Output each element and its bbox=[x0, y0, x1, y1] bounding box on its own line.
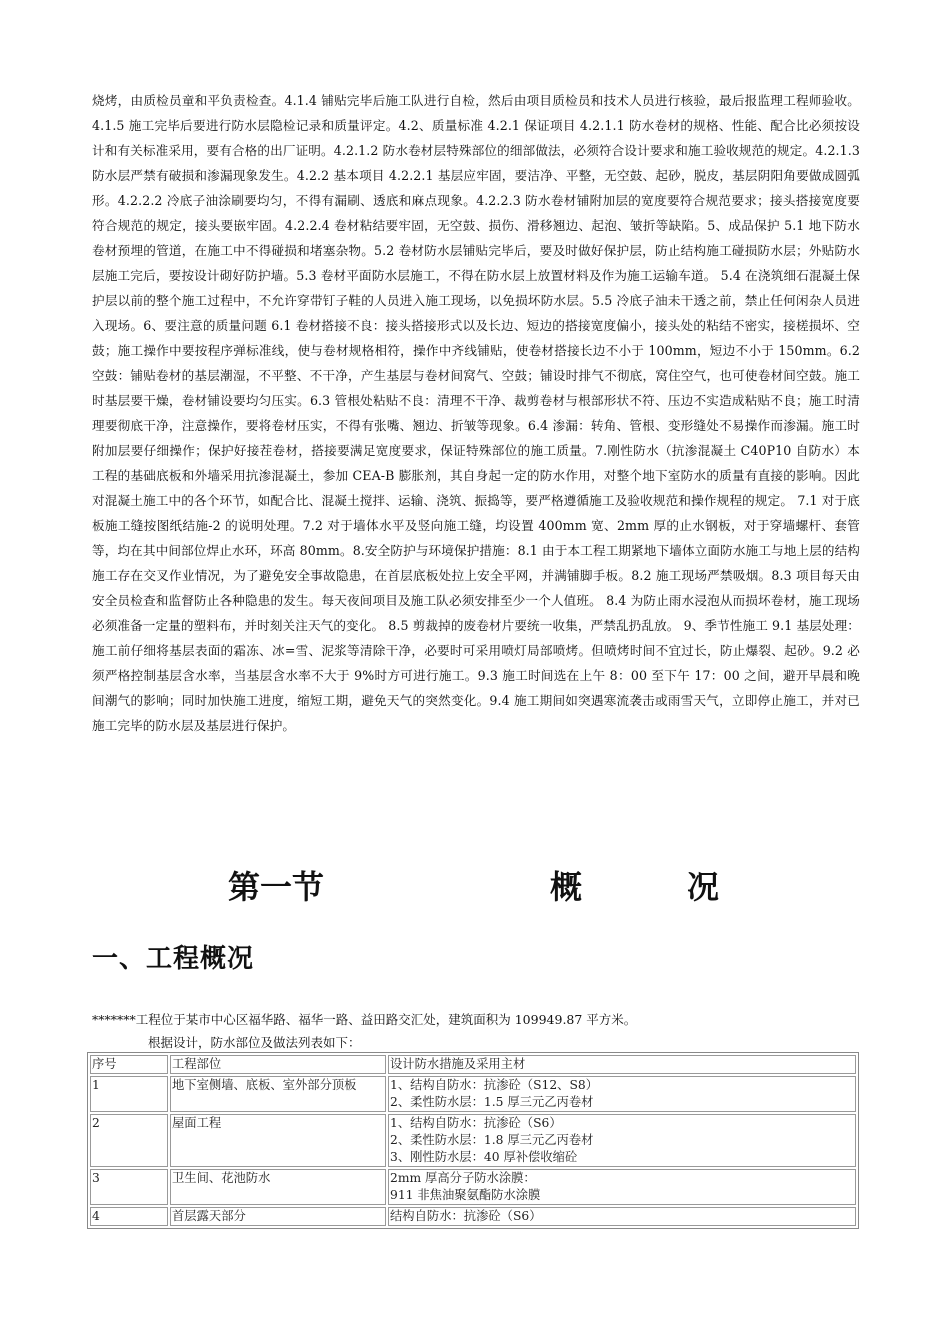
waterproof-table bbox=[87, 1052, 859, 1229]
table-cell-no: 1 bbox=[90, 1076, 168, 1112]
table-row bbox=[90, 1169, 856, 1205]
intro-text: *******工程位于某市中心区福华路、福华一路、益田路交汇处，建筑面积为 109949.87 平方米。 bbox=[92, 1012, 637, 1027]
measure-line: 911 非焦油聚氨酯防水涂膜 bbox=[390, 1188, 541, 1202]
table-row bbox=[90, 1076, 856, 1112]
table-cell-part: 首层露天部分 bbox=[170, 1207, 386, 1226]
table-cell-no: 2 bbox=[90, 1114, 168, 1167]
table-row bbox=[90, 1114, 856, 1167]
body-paragraph: 烧烤，由质检员童和平负责检查。4.1.4 铺贴完毕后施工队进行自检，然后由项目质检员和技术人员进行核验，最后报监理工程师验收。4.1.5 施工完毕后要进行防水层隐检记录和质量评定。4.2、质量标准 4.2.1 保证项目 4.2.1.1 防水卷材的规格、性能、配合比必须按设计和有关标准采用，要有合格的出厂证明。4.2.1.2 防水卷材层特殊部位的细部做法，必须符合设计要求和施工验收规范的规定。4.2.1.3 防水层严禁有破损和渗漏现象发生。4.2.2 基本项目 4.2.2.1 基层应牢固，要洁净、平整，无空鼓、起砂，脱皮，基层阴阳角要做成圆弧形。4.2.2.2 冷底子油涂刷要均匀，不得有漏刷、透底和麻点现象。4.2.2.3 防水卷材铺附加层的宽度要符合规范要求；接头搭接宽度要符合规范的规定，接头要嵌牢固。4.2.2.4 卷材粘结要牢固，无空鼓、损伤、滑移翘边、起泡、皱折等缺陷。5、成品保护 5.1 地下防水卷材预埋的管道，在施工中不得碰损和堵塞杂物。5.2 卷材防水层铺贴完毕后，要及时做好保护层，防止结构施工碰损防水层；外贴防水层施工完后，要按设计砌好防护墙。5.3 卷材平面防水层施工，不得在防水层上放置材料及作为施工运输车道。 5.4 在浇筑细石混凝土保护层以前的整个施工过程中，不允许穿带钉子鞋的人员进入施工现场，以免损坏防水层。5.5 冷底子油未干透之前，禁止任何闲杂人员进入现场。6、要注意的质量问题 6.1 卷材搭接不良：接头搭接形式以及长边、短边的搭接宽度偏小，接头处的粘结不密实，接槎损坏、空鼓；施工操作中要按程序弹标准线，使与卷材规格相符，操作中齐线铺贴，使卷材搭接长边不小于 100mm，短边不小于 150mm。6.2 空鼓：铺贴卷材的基层潮湿，不平整、不干净，产生基层与卷材间窝气、空鼓；铺设时排气不彻底，窝住空气，也可使卷材间空鼓。施工时基层要干燥，卷材铺设要均匀压实。6.3 管根处粘贴不良：清理不干净、裁剪卷材与根部形状不符、压边不实造成粘贴不良；施工时清理要彻底干净，注意操作，要将卷材压实，不得有张嘴、翘边、折皱等现象。6.4 渗漏：转角、管根、变形缝处不易操作而渗漏。施工时附加层要仔细操作；保护好接茬卷材，搭接要满足宽度要求，保证特殊部位的施工质量。7.刚性防水（抗渗混凝土 C40P10 自防水）本工程的基础底板和外墙采用抗渗混凝土，参加 CEA-B 膨胀剂，其自身起一定的防水作用，对整个地下室防水的质量有直接的影响。因此对混凝土施工中的各个环节，如配合比、混凝土搅拌、运输、浇筑、振捣等，要严格遵循施工及验收规范和操作规程的规定。 7.1 对于底板施工缝按图纸结施-2 的说明处理。7.2 对于墙体水平及竖向施工缝，均设置 400mm 宽、2mm 厚的止水钢板，对于穿墙螺杆、套管等，均在其中间部位焊止水环，环高 80mm。8.安全防护与环境保护措施：8.1 由于本工程工期紧地下墙体立面防水施工与地上层的结构施工存在交叉作业情况，为了避免安全事故隐患，在首层底板处拉上安全平网，并满铺脚手板。8.2 施工现场严禁吸烟。8.3 项目每天由安全员检查和监督防止各种隐患的发生。每天夜间项目及施工队必须安排至少一个人值班。 8.4 为防止雨水浸泡从而损坏卷材，施工现场必须准备一定量的塑料布，并时刻关注天气的变化。 8.5 剪裁掉的废卷材片要统一收集，严禁乱扔乱放。 9、季节性施工 9.1 基层处理：施工前仔细将基层表面的霜冻、冰=雪、泥浆等清除干净，必要时可采用喷灯局部喷烤。但喷烤时间不宜过长，防止爆裂、起砂。9.2 必须严格控制基层含水率，当基层含水率不大于 9%时方可进行施工。9.3 施工时间选在上午 8：00 至下午 17：00 之间，避开早晨和晚间潮气的影响；同时加快施工进度，缩短工期，避免天气的突然变化。9.4 施工期间如突遇寒流袭击或雨雪天气，立即停止施工，并对已施工完毕的防水层及基层进行保护。 bbox=[92, 93, 860, 733]
measure-line: 1、结构自防水：抗渗砼（S6） bbox=[390, 1116, 562, 1130]
section-title-part3: 况 bbox=[687, 868, 720, 906]
table-header-cell: 工程部位 bbox=[170, 1055, 386, 1074]
measure-line: 结构自防水：抗渗砼（S6） bbox=[390, 1209, 542, 1223]
table-header-cell: 序号 bbox=[90, 1055, 168, 1074]
intro-text-2: 根据设计，防水部位及做法列表如下： bbox=[148, 1035, 361, 1050]
table-row bbox=[90, 1207, 856, 1226]
table-header-cell: 设计防水措施及采用主材 bbox=[388, 1055, 856, 1074]
table-cell-part: 屋面工程 bbox=[170, 1114, 386, 1167]
section-title-part2: 概 bbox=[550, 868, 583, 906]
table-cell-part: 卫生间、花池防水 bbox=[170, 1169, 386, 1205]
measure-line: 3、刚性防水层：40 厚补偿收缩砼 bbox=[390, 1150, 578, 1164]
measure-line: 2、柔性防水层：1.8 厚三元乙丙卷材 bbox=[390, 1133, 594, 1147]
table-cell-no: 3 bbox=[90, 1169, 168, 1205]
measure-line: 2、柔性防水层：1.5 厚三元乙丙卷材 bbox=[390, 1095, 594, 1109]
table-cell-measures bbox=[388, 1076, 856, 1112]
measure-line: 1、结构自防水：抗渗砼（S12、S8） bbox=[390, 1078, 599, 1092]
table-cell-measures bbox=[388, 1207, 856, 1226]
measure-line: 2mm 厚高分子防水涂膜： bbox=[390, 1171, 536, 1185]
table-header-row bbox=[90, 1055, 856, 1074]
section-title-part1: 第一节 bbox=[228, 868, 325, 906]
table-cell-measures bbox=[388, 1114, 856, 1167]
heading-project-overview: 一、工程概况 bbox=[92, 944, 255, 974]
table-cell-part: 地下室侧墙、底板、室外部分顶板 bbox=[170, 1076, 386, 1112]
table-cell-measures bbox=[388, 1169, 856, 1205]
table-cell-no: 4 bbox=[90, 1207, 168, 1226]
section-title bbox=[0, 862, 950, 912]
